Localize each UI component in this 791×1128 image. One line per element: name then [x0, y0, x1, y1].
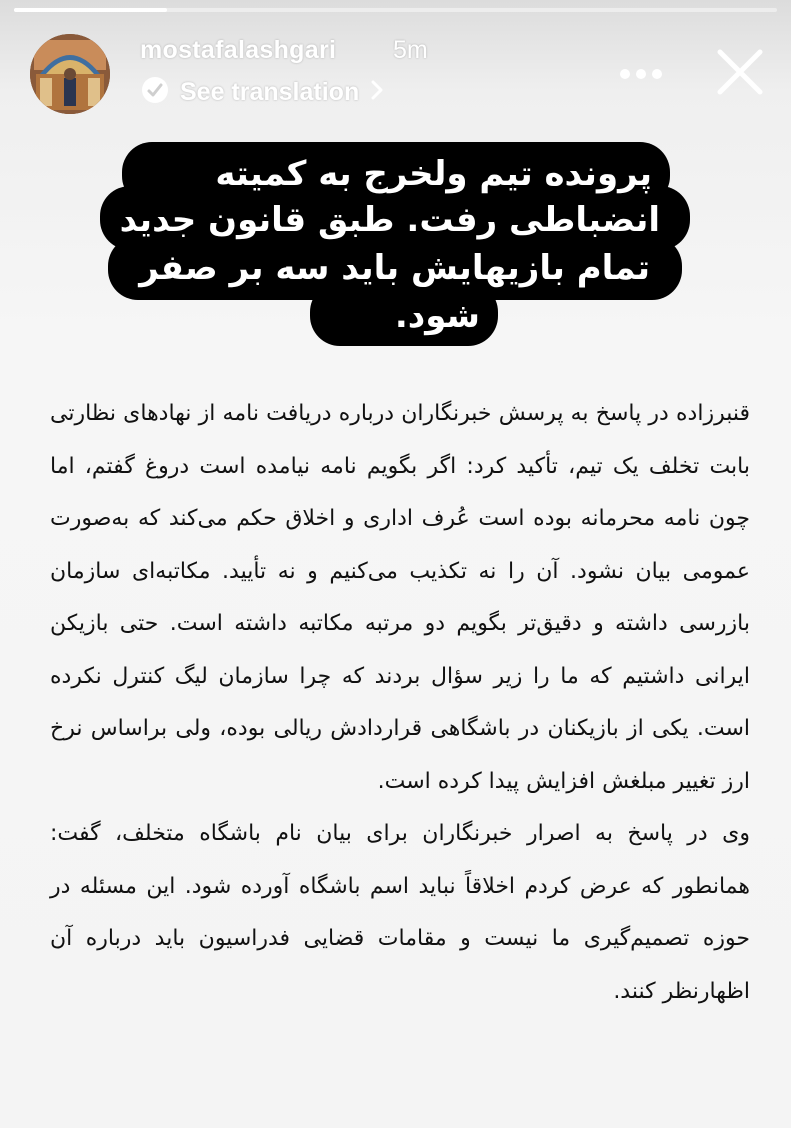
close-icon	[715, 47, 765, 97]
close-button[interactable]	[712, 44, 768, 100]
avatar-image	[30, 34, 110, 114]
headline-line-1: پرونده تیم ولخرج به کمیته	[215, 154, 652, 194]
body-paragraph-1: قنبرزاده در پاسخ به پرسش خبرنگاران درباره دریافت نامه از نهادهای نظارتی بابت تخلف یک تیم، تأکید کرد: اگر بگویم نامه نیامده است دروغ گفتم، اما چون نامه محرمانه بوده است عُرف اداری و اخلاق حکم می‌کند که به‌صورت عمومی بیان نشود. آن را نه تکذیب می‌کنیم و نه تأیید. مکاتبه‌ای سازمان بازرسی داشته و دقیق‌تر بگویم دو مرتبه مکاتبه داشته است. حتی بازیکن ایرانی داشتیم که ما را زیر سؤال بردند که چرا سازمان لیگ کنترل نکرده است. یکی از بازیکنان در باشگاهی قراردادش ریالی بوده، ولی براساس نرخ ارز تغییر مبلغش افزایش پیدا کرده است.	[50, 401, 750, 794]
chevron-right-icon	[369, 79, 385, 105]
story-header	[0, 26, 791, 116]
see-translation-label: See translation	[180, 77, 360, 106]
story-progress-bar	[14, 8, 777, 12]
story-body-text	[50, 388, 750, 1018]
avatar[interactable]	[30, 34, 110, 114]
headline-text-sticker	[100, 142, 690, 352]
headline-line-2: انضباطی رفت. طبق قانون جدید	[119, 200, 660, 240]
headline-line-4: شود.	[394, 296, 480, 336]
story-progress-fill	[14, 8, 167, 12]
see-translation-button[interactable]	[140, 74, 385, 110]
translate-icon	[140, 75, 170, 109]
more-options-button[interactable]	[614, 54, 668, 94]
headline-line-3: تمام بازیهایش باید سه بر صفر	[139, 248, 650, 288]
time-ago: 5m	[393, 36, 428, 64]
body-paragraph-2: وی در پاسخ به اصرار خبرنگاران برای بیان نام باشگاه متخلف، گفت: همانطور که عرض کردم اخلاقاً نباید اسم باشگاه آورده شود. این مسئله در حوزه تصمیم‌گیری ما نیست و مقامات قضایی فدراسیون باید درباره آن اظهارنظر کنند.	[50, 821, 750, 1004]
more-icon	[619, 68, 663, 80]
username[interactable]: mostafalashgari	[140, 36, 337, 64]
